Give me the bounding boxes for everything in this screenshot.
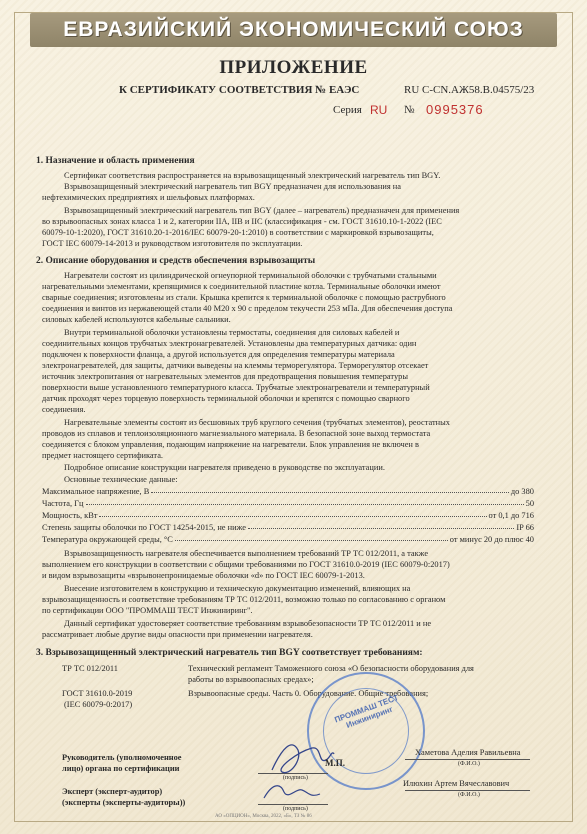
series-label: Серия — [333, 104, 362, 116]
section-2-line: силовых кабелей используются кабельные сальники. — [42, 315, 231, 324]
section-1-line: ГОСТ IEC 60079-14-2013 и руководством изготовителя по эксплуатации. — [42, 239, 303, 248]
header-banner — [30, 13, 557, 47]
certificate-subtitle: К СЕРТИФИКАТУ СООТВЕТСТВИЯ № ЕАЭС — [119, 84, 360, 96]
fio-caption: (Ф.И.О.) — [458, 761, 480, 767]
name-line — [405, 759, 530, 760]
section-2-line: проводов из сплавов и теплоизоляционного магнезиального материала. В безопасной зоне выход термостата — [42, 429, 431, 438]
section-1-line: 60079-10-1:2020), ГОСТ 31610.20-1-2016/IEC 60079-20-1:2010) в соответствии с маркировкой взрывозащиты, — [42, 228, 434, 237]
series-value: RU — [370, 103, 388, 117]
section-2-line: поверхности выше установленного температурного класса. Трубчатые электронагреватели и температурный — [42, 383, 430, 392]
spec-value: от 0,1 до 716 — [488, 511, 534, 520]
section-2-line: электронагревателей, для защиты, датчики выведены на клеммы терморегулятора. Терморегулятор отсекает — [42, 361, 429, 370]
signature-caption: (подпись) — [283, 806, 308, 812]
section-2-line: соединительных концов трубчатых электронагревателей. Установлены два температурных датчика: один — [42, 339, 417, 348]
spec-row — [42, 487, 534, 496]
number-label: № — [404, 104, 415, 116]
section-2-line: и видом взрывозащиты «взрывонепроницаемые оболочки «d» по ГОСТ IEC 60079-1-2013. — [42, 571, 365, 580]
section-2-line: датчик проходят через торцевую поверхность терминальной оболочки и крепятся с помощью сварного — [42, 394, 410, 403]
spec-label: Мощность, кВт — [42, 511, 98, 520]
certificate-number: RU C-CN.АЖ58.В.04575/23 — [404, 84, 535, 96]
spec-label: Частота, Гц — [42, 499, 84, 508]
section-2-line: соединения. — [42, 405, 86, 414]
section-2-line: подключен к поверхности фланца, а другой используется для определения температуры материала — [42, 350, 395, 359]
head-role: Руководитель (уполномоченное — [62, 753, 182, 762]
expert-name: Илюхин Артем Вячеславович — [403, 779, 510, 788]
section-2-line: по сертификации ООО "ПРОММАШ ТЕСТ Инжиниринг". — [42, 606, 253, 615]
section-2-line: Взрывозащищенность нагревателя обеспечивается выполнением требований ТР ТС 012/2011, а также — [64, 549, 429, 558]
section-2-line: Внесение изготовителем в конструкцию и техническую документацию изменений, влияющих на — [64, 584, 411, 593]
head-signature — [268, 730, 338, 782]
fio-caption: (Ф.И.О.) — [458, 792, 480, 798]
section-2-line: Данный сертификат удостоверяет соответствие требованиям взрывобезопасности ТР ТС 012/2011 и не — [64, 619, 432, 628]
section-1-line: Взрывозащищенный электрический нагреватель тип BGY (далее – нагреватель) предназначен для применения — [64, 206, 460, 215]
section-1-line: Взрывозащищенный электрический нагреватель тип BGY предназначен для использования на — [64, 182, 402, 191]
section-2-line: выполнением его конструкции в соответствии с общими требованиями по ГОСТ 31610.0-2019 (IEC 60079-0:2017) — [42, 560, 450, 569]
section-1-line: во взрывоопасных зонах класса 1 и 2, категории IIA, IIB и IIC (классификация - см. ГОСТ 31610.10-1-2022 (IEC — [42, 217, 442, 226]
section-2-line: сварные соединения; изготовлены из стали. Крышка крепится к терминальной оболочке с помощью раструбного — [42, 293, 446, 302]
form-number: 0995376 — [426, 102, 484, 117]
spec-label: Максимальное напряжение, В — [42, 487, 150, 496]
expert-role: Эксперт (эксперт-аудитор) — [62, 787, 163, 796]
signature-caption: (подпись) — [283, 775, 308, 781]
spec-value: до 380 — [510, 487, 534, 496]
standard-description: Взрывоопасные среды. Часть 0. Оборудование. Общие требования; — [188, 689, 429, 698]
standard-description: работы во взрывоопасных средах»; — [188, 675, 314, 684]
section-2-line: взрывозащищенность и соответствие требованиям ТР ТС 012/2011, возможно только по согласованию с органом — [42, 595, 446, 604]
section-1-heading: 1. Назначение и область применения — [36, 156, 195, 166]
spec-row — [42, 511, 534, 520]
section-2-line: рассматривает любые другие виды опасности при применении нагревателя. — [42, 630, 313, 639]
spec-label: Температура окружающей среды, °С — [42, 535, 173, 544]
standard-description: Технический регламент Таможенного союза «О безопасности оборудования для — [188, 664, 474, 673]
section-2-line: Внутри терминальной оболочки установлены термостаты, соединения для силовых кабелей и — [64, 328, 400, 337]
stamp-text: ПРОММАШ ТЕСТ Инжиниринг — [333, 693, 400, 730]
section-2-line: соединяется с блоком управления, подающим напряжение на нагреватели. Блок управления не включен в — [42, 440, 419, 449]
spec-value: 50 — [525, 499, 534, 508]
spec-value: IP 66 — [516, 523, 534, 532]
standard-code: (IEC 60079-0:2017) — [64, 700, 133, 709]
section-2-line: нагревательными элементами, крепящимися к соединительной пластине котла. Терминальные оболочки имеют — [42, 282, 441, 291]
spec-row — [42, 523, 534, 532]
spec-row — [42, 499, 534, 508]
section-2-line: Основные технические данные: — [64, 475, 178, 484]
spec-value: от минус 20 до плюс 40 — [449, 535, 534, 544]
printer-footer: АО «ОПЦИОН», Москва, 2022, «Б», ТЗ № 86 — [215, 814, 312, 819]
expert-role: (эксперты (эксперты-аудиторы)) — [62, 798, 186, 807]
head-name: Хаметова Аделия Равильевна — [415, 748, 521, 757]
head-role: лицо) органа по сертификации — [62, 764, 180, 773]
page-title: ПРИЛОЖЕНИЕ — [219, 57, 368, 78]
mp-mark: М.П. — [325, 758, 345, 768]
section-2-line: Нагревательные элементы состоят из бесшовных труб круглого сечения (трубчатых элементов), реостатных — [64, 418, 450, 427]
section-2-line: предмет настоящего сертификата. — [42, 451, 164, 460]
spec-label: Степень защиты оболочки по ГОСТ 14254-2015, не ниже — [42, 523, 246, 532]
banner-text: ЕВРАЗИЙСКИЙ ЭКОНОМИЧЕСКИЙ СОЮЗ — [63, 18, 524, 41]
section-2-line: Нагреватели состоят из цилиндрической огнеупорной терминальной оболочки с трубчатыми стальными — [64, 271, 437, 280]
section-2-line: источник электропитания от нагревательных элементов для предотвращения повышения температуры — [42, 372, 408, 381]
section-2-line: соединения и винтов из нержавеющей стали 40 М20 х 90 с пределом текучести 253 мПа. Для обеспечения доступа — [42, 304, 453, 313]
spec-row — [42, 535, 534, 544]
standard-code: ГОСТ 31610.0-2019 — [62, 689, 133, 698]
standard-code: ТР ТС 012/2011 — [62, 664, 118, 673]
section-1-line: нефтехимических предприятиях и шельфовых платформах. — [42, 193, 255, 202]
section-1-line: Сертификат соответствия распространяется на взрывозащищенный электрический нагреватель тип BGY. — [64, 171, 441, 180]
section-2-heading: 2. Описание оборудования и средств обеспечения взрывозащиты — [36, 256, 316, 266]
section-3-heading: 3. Взрывозащищенный электрический нагреватель тип BGY соответствует требованиям: — [36, 648, 423, 658]
name-line — [405, 790, 530, 791]
expert-signature — [262, 778, 322, 806]
section-2-line: Подробное описание конструкции нагревателя приведено в руководстве по эксплуатации. — [64, 463, 385, 472]
